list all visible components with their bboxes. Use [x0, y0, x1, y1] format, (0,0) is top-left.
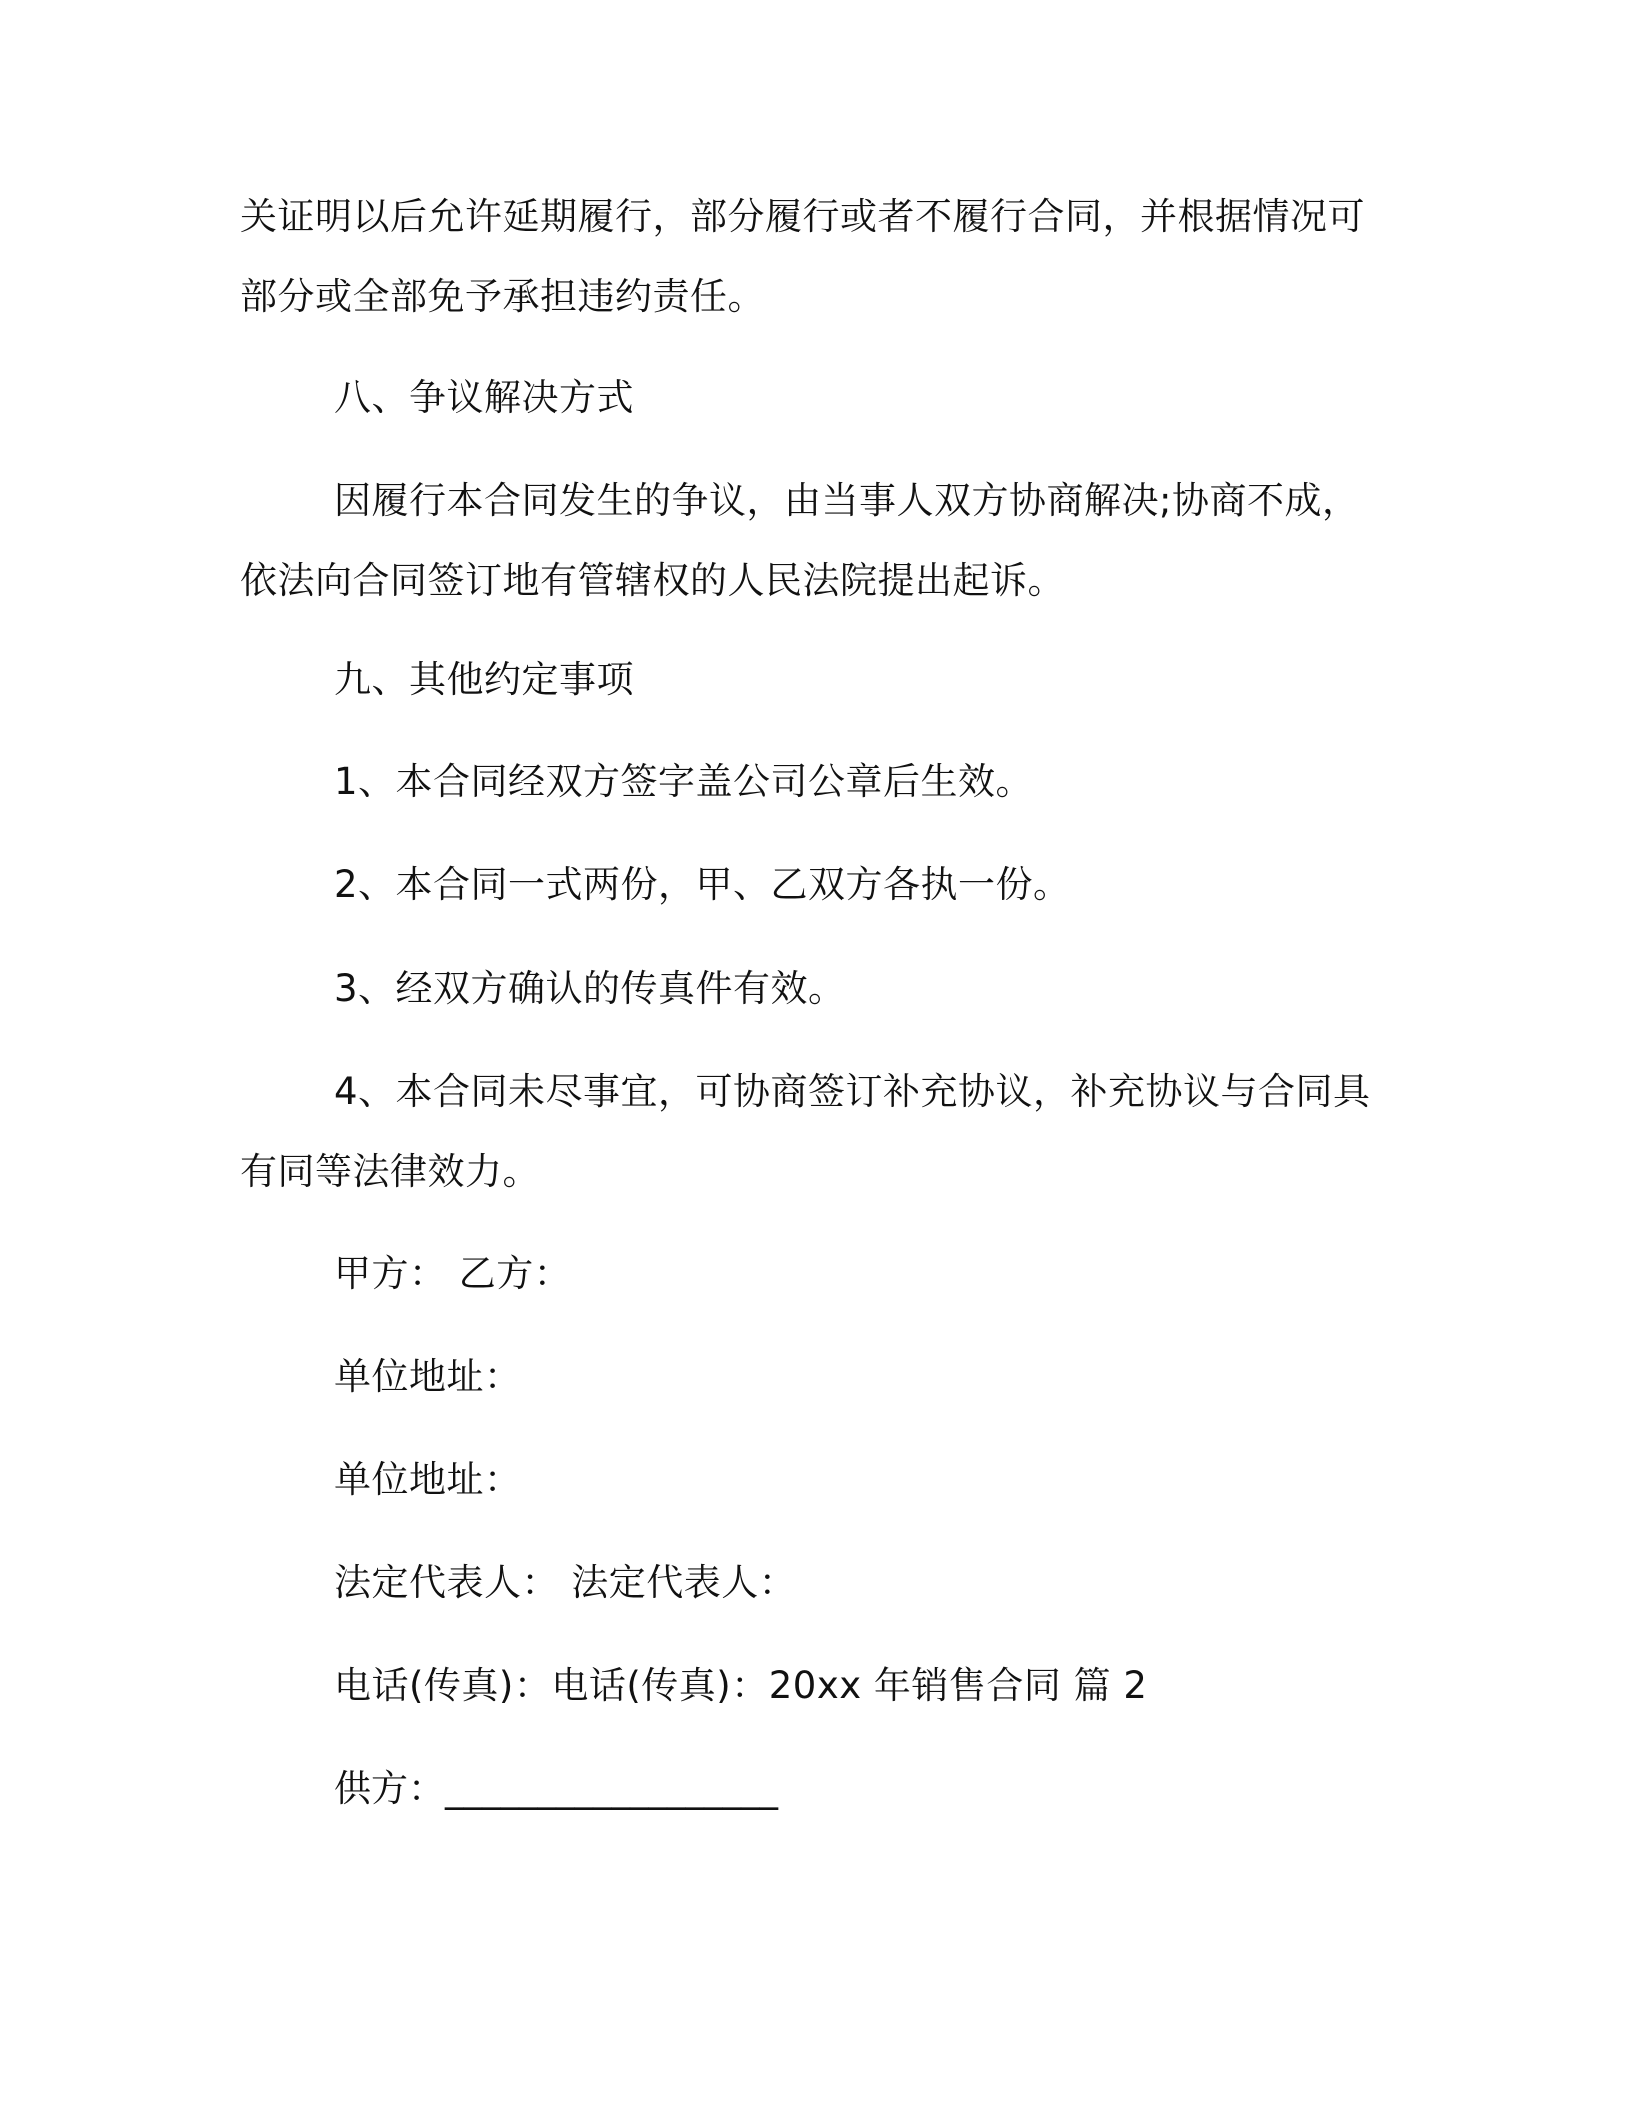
paragraph-line: 因履行本合同发生的争议，由当事人双方协商解决;协商不成， — [334, 479, 1360, 522]
unit-address: 单位地址： — [334, 1355, 522, 1398]
list-item: 3、经双方确认的传真件有效。 — [334, 967, 846, 1010]
paragraph-line: 依法向合同签订地有管辖权的人民法院提出起诉。 — [240, 559, 1065, 602]
legal-representative: 法定代表人： 法定代表人： — [334, 1561, 797, 1604]
paragraph-line: 有同等法律效力。 — [240, 1150, 540, 1193]
unit-address: 单位地址： — [334, 1458, 522, 1501]
paragraph-line: 关证明以后允许延期履行，部分履行或者不履行合同，并根据情况可 — [240, 195, 1365, 238]
list-item: 4、本合同未尽事宜，可协商签订补充协议，补充协议与合同具 — [334, 1070, 1371, 1113]
section-heading: 八、争议解决方式 — [334, 376, 634, 419]
section-heading: 九、其他约定事项 — [334, 658, 634, 701]
list-item: 1、本合同经双方签字盖公司公章后生效。 — [334, 760, 1034, 803]
supplier-line: 供方：__________________ — [334, 1767, 778, 1810]
paragraph-line: 部分或全部免予承担违约责任。 — [240, 275, 765, 318]
phone-fax: 电话(传真)：电话(传真)：20xx 年销售合同 篇 2 — [334, 1664, 1148, 1707]
list-item: 2、本合同一式两份，甲、乙双方各执一份。 — [334, 863, 1071, 906]
signature-parties: 甲方： 乙方： — [334, 1252, 572, 1295]
